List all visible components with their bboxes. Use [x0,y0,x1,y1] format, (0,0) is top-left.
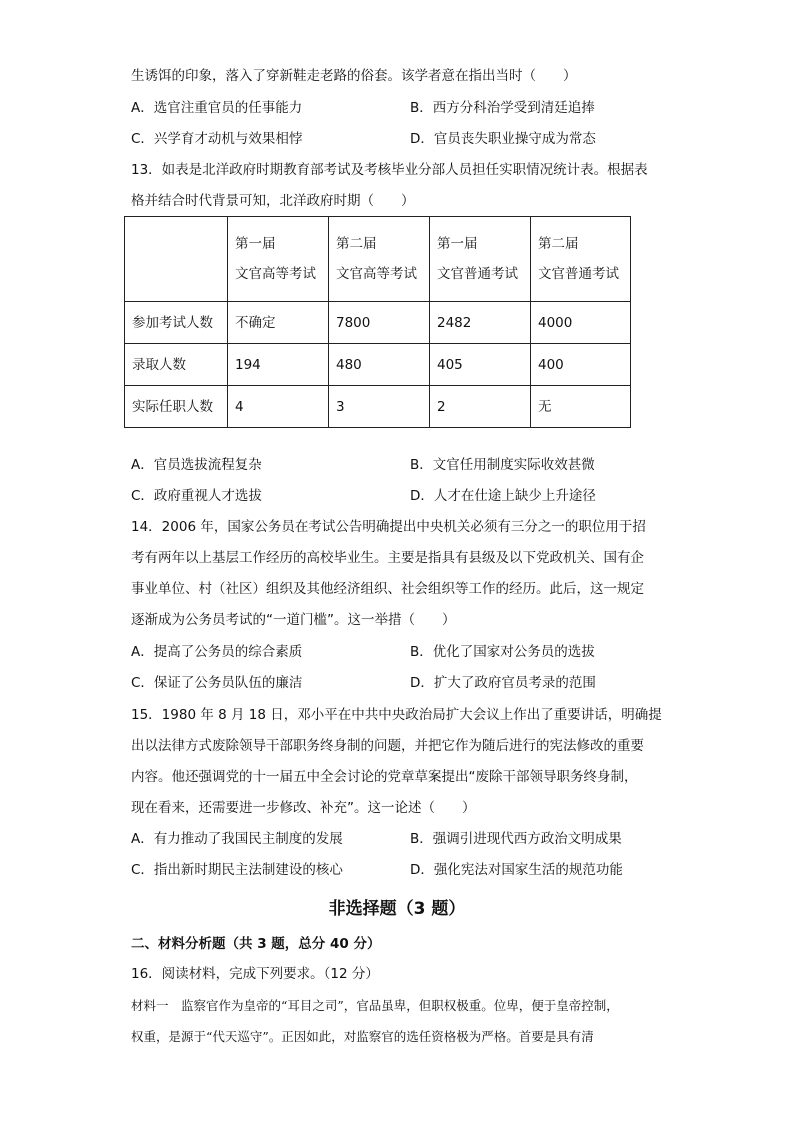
table-row [125,302,631,344]
table-header-row [125,217,631,302]
q14-stem-line-1: 14．2006 年，国家公务员在考试公告明确提出中央机关必须有三分之一的职位用于招 [131,519,646,535]
q14-option-a: A．提高了公务员的综合素质 [131,644,303,660]
table-header-cell: 第二届 文官普通考试 [531,217,631,302]
table-cell: 2 [430,386,531,428]
table-cell: 3 [329,386,430,428]
q15-stem-line-1: 15．1980 年 8 月 18 日，邓小平在中共中央政治局扩大会议上作出了重要讲话，明确提 [131,707,662,723]
q14-option-d: D．扩大了政府官员考录的范围 [410,675,596,691]
q12-option-b: B．西方分科治学受到清廷追捧 [410,100,595,116]
table-cell: 录取人数 [125,344,228,386]
table-cell: 194 [228,344,329,386]
q14-option-b: B．优化了国家对公务员的选拔 [410,644,595,660]
q13-option-a: A．官员选拔流程复杂 [131,457,262,473]
table-cell: 7800 [329,302,430,344]
table-header-cell: 第二届 文官高等考试 [329,217,430,302]
q15-stem-line-4: 现在看来，还需要进一步修改、补充”。这一论述（ ） [131,800,476,816]
q14-stem-line-2: 考有两年以上基层工作经历的高校毕业生。主要是指具有县级及以下党政机关、国有企 [131,550,644,566]
q15-option-c: C．指出新时期民主法制建设的核心 [131,862,343,878]
part-title: 二、材料分析题（共 3 题，总分 40 分） [131,936,381,952]
table-row [125,344,631,386]
table-cell: 400 [531,344,631,386]
table-header-cell: 第一届 文官高等考试 [228,217,329,302]
q13-option-d: D．人才在仕途上缺少上升途径 [410,488,596,504]
q15-option-b: B．强调引进现代西方政治文明成果 [410,831,622,847]
q13-option-b: B．文官任用制度实际收效甚微 [410,457,595,473]
q16-material-line-2: 权重，是源于“代天巡守”。正因如此，对监察官的选任资格极为严格。首要是具有清 [131,1029,594,1044]
table-cell: 480 [329,344,430,386]
table-cell: 实际任职人数 [125,386,228,428]
q15-stem-line-3: 内容。他还强调党的十一届五中全会讨论的党章草案提出“废除干部领导职务终身制， [131,769,638,785]
table-cell: 不确定 [228,302,329,344]
q13-option-c: C．政府重视人才选拔 [131,488,262,504]
q12-option-c: C．兴学育才动机与效果相悖 [131,131,303,147]
q12-option-d: D．官员丧失职业操守成为常态 [410,131,596,147]
q15-option-d: D．强化宪法对国家生活的规范功能 [410,862,623,878]
table-cell: 参加考试人数 [125,302,228,344]
table-cell: 2482 [430,302,531,344]
table-row [125,386,631,428]
q13-stem-line-1: 13．如表是北洋政府时期教育部考试及考核毕业分部人员担任实职情况统计表。根据表 [131,162,648,178]
q16-material-line-1: 材料一 监察官作为皇帝的“耳目之司”，官品虽卑，但职权极重。位卑，便于皇帝控制， [131,998,619,1013]
q14-stem-line-4: 逐渐成为公务员考试的“一道门槛”。这一举措（ ） [131,612,456,628]
table-cell: 405 [430,344,531,386]
q15-stem-line-2: 出以法律方式废除领导干部职务终身制的问题，并把它作为随后进行的宪法修改的重要 [131,738,644,754]
q15-option-a: A．有力推动了我国民主制度的发展 [131,831,343,847]
q13-stem-line-2: 格并结合时代背景可知，北洋政府时期（ ） [131,193,415,209]
q14-stem-line-3: 事业单位、村（社区）组织及其他经济组织、社会组织等工作的经历。此后，这一规定 [131,581,644,597]
q16-stem: 16．阅读材料，完成下列要求。（12 分） [131,966,379,982]
q12-option-a: A．选官注重官员的任事能力 [131,100,303,116]
table-cell: 4 [228,386,329,428]
q12-stem-tail: 生诱饵的印象，落入了穿新鞋走老路的俗套。该学者意在指出当时（ ） [131,68,577,84]
section-title: 非选择题（3 题） [328,899,466,919]
table-cell: 无 [531,386,631,428]
q14-option-c: C．保证了公务员队伍的廉洁 [131,675,303,691]
table-header-cell [125,217,228,302]
q13-statistics-table [124,216,631,428]
table-cell: 4000 [531,302,631,344]
table-header-cell: 第一届 文官普通考试 [430,217,531,302]
